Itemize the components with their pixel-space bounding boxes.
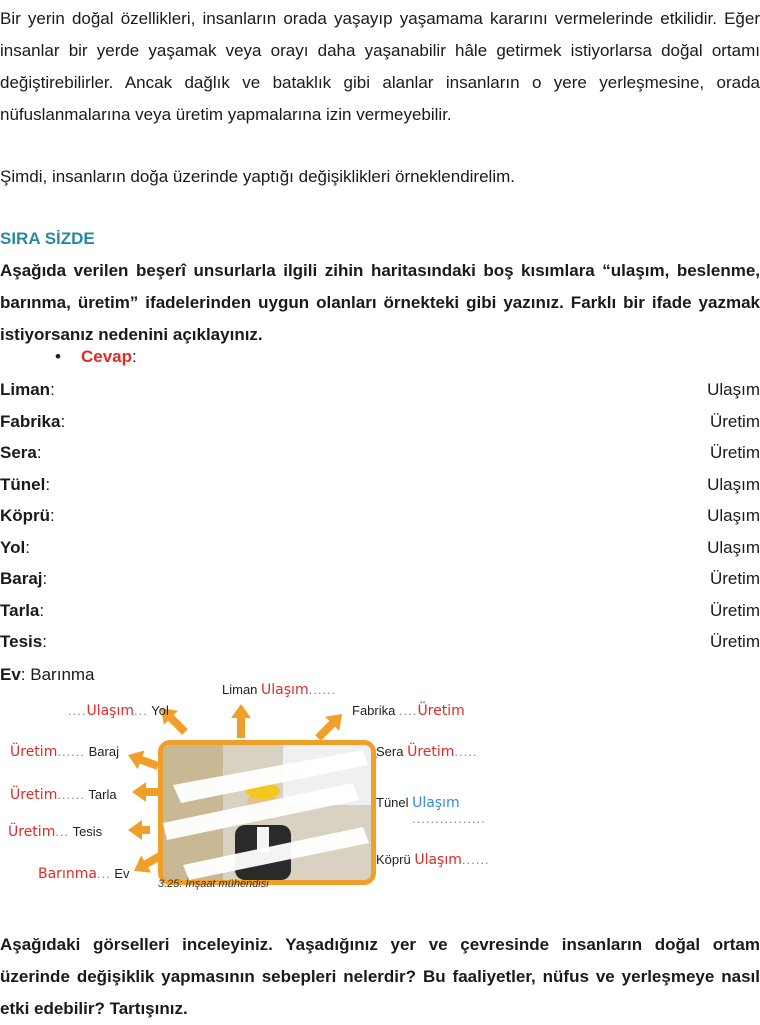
answer-value: Ulaşım (707, 537, 760, 557)
mind-map (0, 680, 520, 900)
answer-colon: : (132, 347, 137, 366)
node-label: Köprü (376, 852, 411, 867)
answer-term: Yol (0, 537, 26, 557)
node-dots: .... (398, 703, 418, 718)
node-label: Tünel (376, 795, 409, 810)
answer-term: Fabrika (0, 411, 61, 431)
answer-row (0, 437, 760, 469)
map-node-yol (68, 703, 169, 719)
arrow-icon (132, 782, 158, 802)
node-dots: ... (55, 824, 70, 839)
node-dots: ...... (57, 787, 85, 802)
section-title: SIRA SİZDE (0, 229, 95, 248)
node-answer: Barınma (38, 866, 97, 882)
node-label: Tarla (88, 787, 117, 802)
node-label: Sera (376, 744, 404, 759)
answer-row (0, 595, 760, 627)
answer-row (0, 626, 760, 658)
node-label: Ev (114, 866, 130, 881)
arrow-icon (128, 820, 150, 840)
node-answer: Ulaşım (261, 682, 309, 698)
answer-value: Ulaşım (707, 474, 760, 494)
ev-term: Ev (0, 665, 21, 684)
engineer-photo (158, 740, 376, 885)
node-answer: Üretim (8, 824, 56, 840)
bullet-icon: • (55, 347, 61, 366)
map-node-tesis (8, 824, 102, 840)
answer-value: Üretim (709, 443, 760, 462)
node-dots: ...... (57, 744, 85, 759)
colon: : (36, 443, 42, 462)
answer-label: Cevap (81, 347, 133, 366)
photo-caption: 3.25: İnşaat mühendisi (158, 878, 269, 890)
answer-row (0, 469, 760, 501)
node-label: Tesis (72, 824, 103, 839)
node-label: Yol (151, 703, 169, 718)
map-node-kopru (376, 852, 490, 868)
answer-value: Ulaşım (707, 506, 760, 525)
map-node-sera (376, 744, 477, 760)
node-label: Fabrika (352, 703, 396, 718)
colon: : (20, 665, 26, 684)
answer-heading (55, 343, 137, 371)
answer-row (0, 563, 760, 595)
answer-term: Baraj (0, 569, 43, 588)
node-answer: Ulaşım (412, 795, 460, 811)
node-dots: ..... (454, 744, 478, 759)
colon: : (42, 632, 47, 651)
intro-paragraph-2: Şimdi, insanların doğa üzerinde yaptığı değişiklikleri örneklendirelim. (0, 167, 515, 186)
ev-value: Barınma (30, 665, 95, 684)
node-label: Baraj (88, 744, 119, 759)
answer-value: Üretim (709, 632, 760, 651)
answer-list (0, 374, 760, 658)
colon: : (50, 506, 55, 525)
node-dots: ... (134, 703, 148, 718)
node-answer: Ulaşım (414, 852, 462, 868)
answer-value: Üretim (709, 569, 760, 588)
answer-row (0, 532, 760, 564)
colon: : (45, 474, 51, 494)
node-answer: Üretim (10, 787, 58, 803)
answer-row (0, 500, 760, 532)
answer-value: Ulaşım (707, 380, 760, 399)
node-label: Liman (222, 682, 258, 697)
answer-term: Sera (0, 443, 37, 462)
answer-row (0, 406, 760, 438)
node-dots: ...... (461, 852, 490, 867)
arrow-icon (231, 704, 251, 738)
photo-illustration (163, 745, 371, 880)
answer-term: Liman (0, 380, 51, 399)
colon: : (60, 411, 66, 431)
intro-paragraph: Bir yerin doğal özellikleri, insanların orada yaşayıp yaşamama kararını vermelerinde etkilidir. Eğer insanlar bir yerde yaşamak veya orayı daha yaşanabilir hâle getirmek istiyorlarsa doğal ortamı değiştirebilirler. Ancak dağlık ve bataklık gibi alanlar insanların o yere yerleşmesine, orada nüfuslanmalarına veya üretim yapmalarına izin vermeyebilir. (0, 9, 760, 124)
activity-instruction: Aşağıda verilen beşerî unsurlarla ilgili zihin haritasındaki boş kısımlara “ulaşım, beslenme, barınma, üretim” ifadelerinden uygun olanları örnekteki gibi yazınız. Farklı bir ifade yazmak istiyorsanız nedenini açıklayınız. (0, 261, 760, 344)
map-node-baraj (10, 744, 119, 760)
node-answer: Ulaşım (86, 703, 134, 719)
map-node-tunel (376, 795, 486, 826)
answer-row (0, 374, 760, 406)
answer-value: Üretim (709, 411, 760, 431)
arrow-icon (125, 746, 162, 776)
answer-term: Tarla (0, 600, 40, 620)
answer-term: Tünel (0, 474, 46, 494)
answer-term: Tesis (0, 632, 43, 651)
colon: : (50, 380, 55, 399)
answer-value: Üretim (709, 600, 760, 620)
node-dots: ................ (412, 811, 486, 826)
map-node-fabrika (352, 703, 465, 719)
colon: : (39, 600, 45, 620)
node-dots: .... (68, 703, 87, 718)
answer-term: Köprü (0, 506, 51, 525)
node-dots: ... (96, 866, 111, 881)
node-answer: Üretim (407, 744, 455, 760)
colon: : (25, 537, 30, 557)
colon: : (42, 569, 48, 588)
node-answer: Üretim (417, 703, 465, 719)
map-node-ev (38, 866, 130, 882)
discussion-prompt: Aşağıdaki görselleri inceleyiniz. Yaşadığınız yer ve çevresinde insanların doğal ortam üzerinde değişiklik yapmasının sebepleri nelerdir? Bu faaliyetler, nüfus ve yerleşmeye nasıl etki edebilir? Tartışınız. (0, 935, 760, 1018)
node-answer: Üretim (10, 744, 58, 760)
map-node-tarla (10, 787, 117, 803)
map-node-liman (222, 682, 336, 698)
node-dots: ...... (308, 682, 337, 697)
